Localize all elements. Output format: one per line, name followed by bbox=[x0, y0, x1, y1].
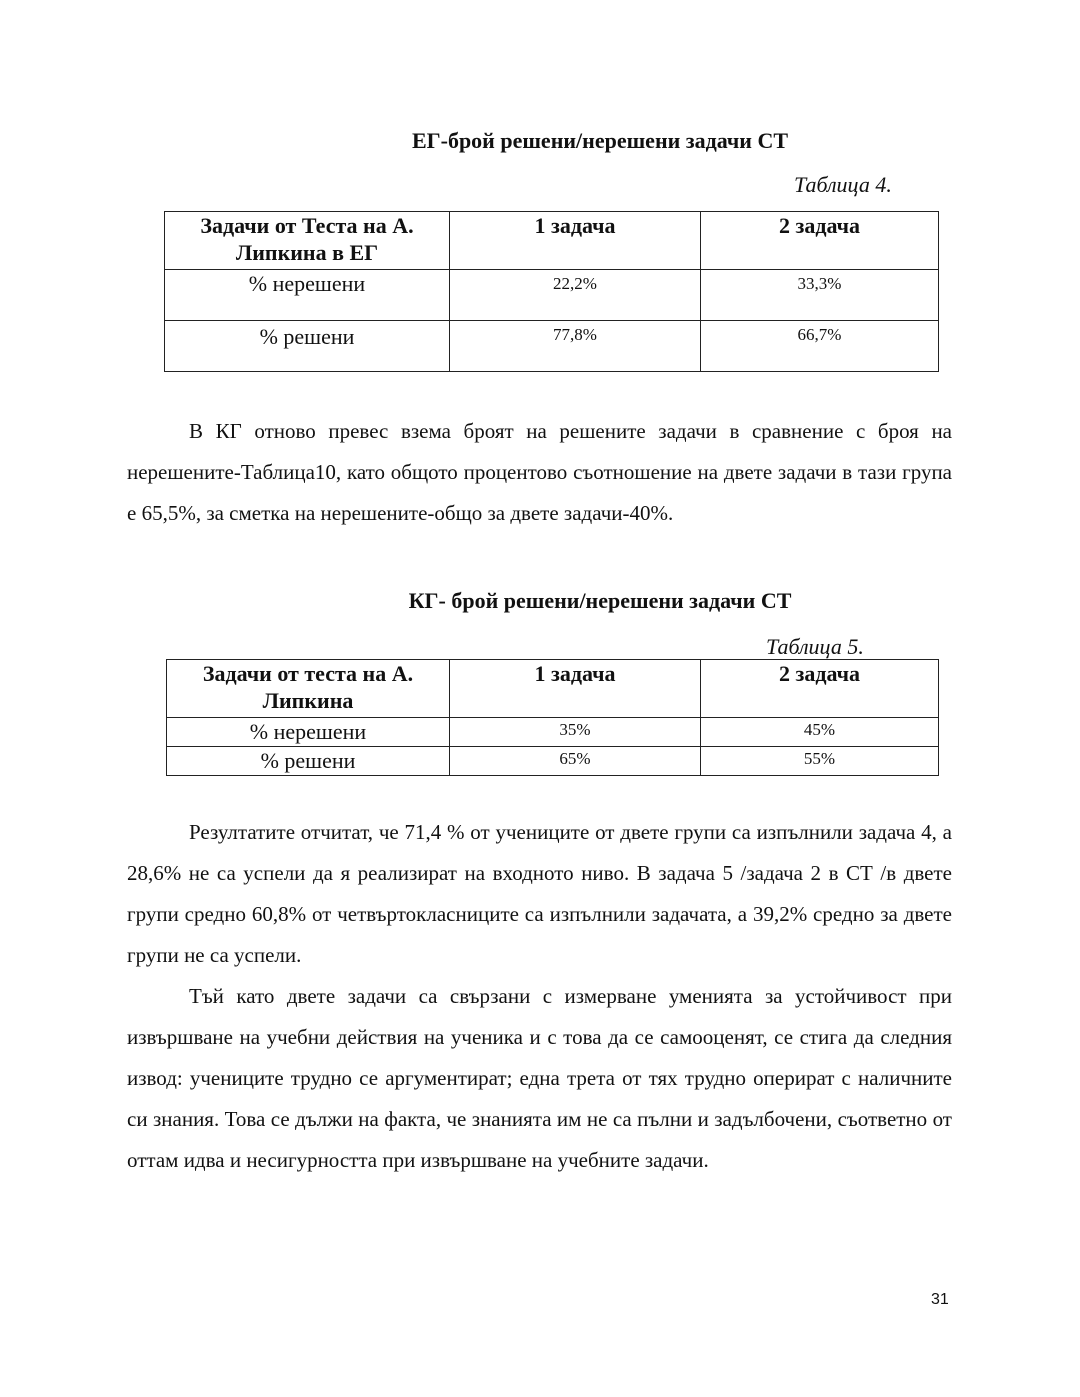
table4 bbox=[164, 211, 939, 372]
table-header-cell: 2 задача bbox=[701, 660, 939, 718]
row-label: % решени bbox=[165, 321, 450, 372]
table-row bbox=[165, 321, 939, 372]
paragraph-3: Тъй като двете задачи са свързани с измерване уменията за устойчивост при извършване на учебни действия на ученика и с това да се самооценят, се стига да следния извод: учениците трудно се аргументират; една трета от тях трудно оперират с наличните си знания. Това се дължи на факта, че знанията им не са пълни и задълбочени, съответно от оттам идва и несигурността при извършване на учебните задачи. bbox=[127, 984, 952, 1172]
table-cell: 65% bbox=[450, 747, 701, 776]
table4-title: ЕГ-брой решени/нерешени задачи СТ bbox=[411, 128, 789, 153]
table-cell: 45% bbox=[701, 718, 939, 747]
table-header-row bbox=[167, 660, 939, 718]
table-cell: 35% bbox=[450, 718, 701, 747]
table-header-cell: Задачи от Теста на А. Липкина в ЕГ bbox=[165, 212, 450, 270]
table-header-cell: Задачи от теста на А. Липкина bbox=[167, 660, 450, 718]
table-header-row bbox=[165, 212, 939, 270]
paragraph-2: Резултатите отчитат, че 71,4 % от учениците от двете групи са изпълнили задача 4, а 28,6% не са успели да я реализират на входното ниво. В задача 5 /задача 2 в СТ /в двете групи средно 60,8% от четвъртокласниците са изпълнили задачата, а 39,2% средно за двете групи не са успели. bbox=[127, 820, 952, 967]
table-row bbox=[167, 747, 939, 776]
table4-caption: Таблица 4. bbox=[794, 172, 892, 197]
table5-title: КГ- брой решени/нерешени задачи СТ bbox=[408, 588, 792, 613]
row-label: % нерешени bbox=[165, 270, 450, 321]
row-label: % решени bbox=[167, 747, 450, 776]
table5 bbox=[166, 659, 939, 776]
table-row bbox=[167, 718, 939, 747]
table-cell: 55% bbox=[701, 747, 939, 776]
table-header-cell: 1 задача bbox=[450, 212, 701, 270]
table-cell: 66,7% bbox=[701, 321, 939, 372]
table-cell: 33,3% bbox=[701, 270, 939, 321]
paragraph-1: В КГ отново превес взема броят на решените задачи в сравнение с броя на нерешените-Таблица10, като общото процентово съотношение на двете задачи в тази група е 65,5%, за сметка на нерешените-общо за двете задачи-40%. bbox=[127, 419, 952, 525]
row-label: % нерешени bbox=[167, 718, 450, 747]
page-number: 31 bbox=[931, 1291, 949, 1308]
table-header-cell: 2 задача bbox=[701, 212, 939, 270]
table-cell: 77,8% bbox=[450, 321, 701, 372]
table5-caption: Таблица 5. bbox=[766, 634, 864, 659]
table-header-cell: 1 задача bbox=[450, 660, 701, 718]
table-row bbox=[165, 270, 939, 321]
table-cell: 22,2% bbox=[450, 270, 701, 321]
